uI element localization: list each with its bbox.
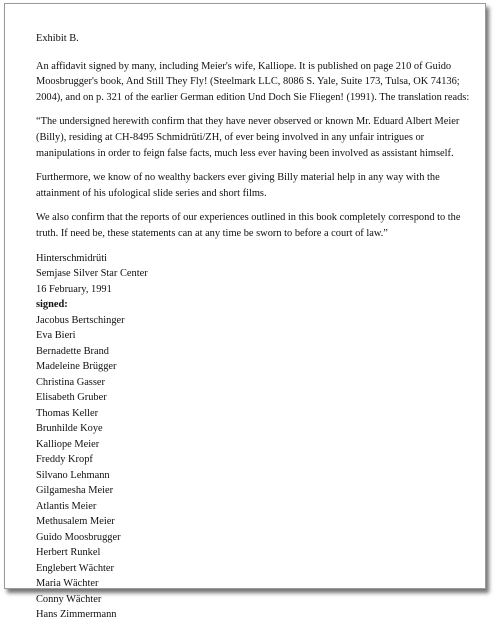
signatory: Guido Moosbrugger [36, 531, 121, 543]
intro-paragraph: An affidavit signed by many, including Meier's wife, Kalliope. It is published on page 210 of Guido Moosbrugger's book, And Still They Fly! (Steelmark LLC, 8086 S. Yale, Suite 173, Tulsa, OK 74136; 2004), and on p. 321 of the earlier German edition Und Doch Sie Fliegen! (1991). The translation reads: [36, 60, 470, 103]
signatory: Englebert Wächter [36, 562, 114, 574]
signatory: Maria Wächter [36, 578, 99, 590]
signatory: Thomas Keller [36, 407, 99, 419]
document-page [4, 3, 486, 621]
date-line: 16 February, 1991 [36, 283, 112, 295]
signatory: Conny Wächter [36, 593, 102, 605]
signatory: Eva Bieri [36, 330, 76, 342]
center-line: Semjase Silver Star Center [36, 268, 148, 280]
signatory-list [36, 313, 476, 623]
signatory: Kalliope Meier [36, 438, 100, 450]
signatory: Brunhilde Koye [36, 423, 103, 435]
signatory: Elisabeth Gruber [36, 392, 107, 404]
signatory: Atlantis Meier [36, 500, 97, 512]
signatory: Freddy Kropf [36, 454, 93, 466]
signatory: Gilgamesha Meier [36, 485, 114, 497]
place-line: Hinterschmidrüti [36, 252, 107, 264]
signatory: Silvano Lehmann [36, 469, 110, 481]
signatory: Herbert Runkel [36, 547, 101, 559]
signature-block [36, 251, 476, 623]
quote-paragraph-3: We also confirm that the reports of our experiences outlined in this book completely correspond to the truth. If need be, these statements can at any time be sworn to before a court of law.” [36, 212, 461, 239]
exhibit-title: Exhibit B. [36, 33, 79, 44]
signatory: Christina Gasser [36, 376, 105, 388]
quote-paragraph-1: “The undersigned herewith confirm that they have never observed or known Mr. Eduard Albert Meier (Billy), residing at CH-8495 Schmidrüti/ZH, of ever being involved in any unfair intrigues or manipulations in order to feign false facts, much less ever having been involved as assistant himself. [36, 116, 460, 159]
signatory: Jacobus Bertschinger [36, 314, 125, 326]
signatory: Madeleine Brügger [36, 361, 117, 373]
signatory: Hans Zimmermann [36, 609, 117, 621]
signatory: Bernadette Brand [36, 345, 109, 357]
document-body [36, 31, 476, 623]
quote-paragraph-2: Furthermore, we know of no wealthy backers ever giving Billy material help in any way with the attainment of his ufological slide series and short films. [36, 172, 440, 199]
signed-label: signed: [36, 299, 68, 311]
signatory: Methusalem Meier [36, 516, 115, 528]
